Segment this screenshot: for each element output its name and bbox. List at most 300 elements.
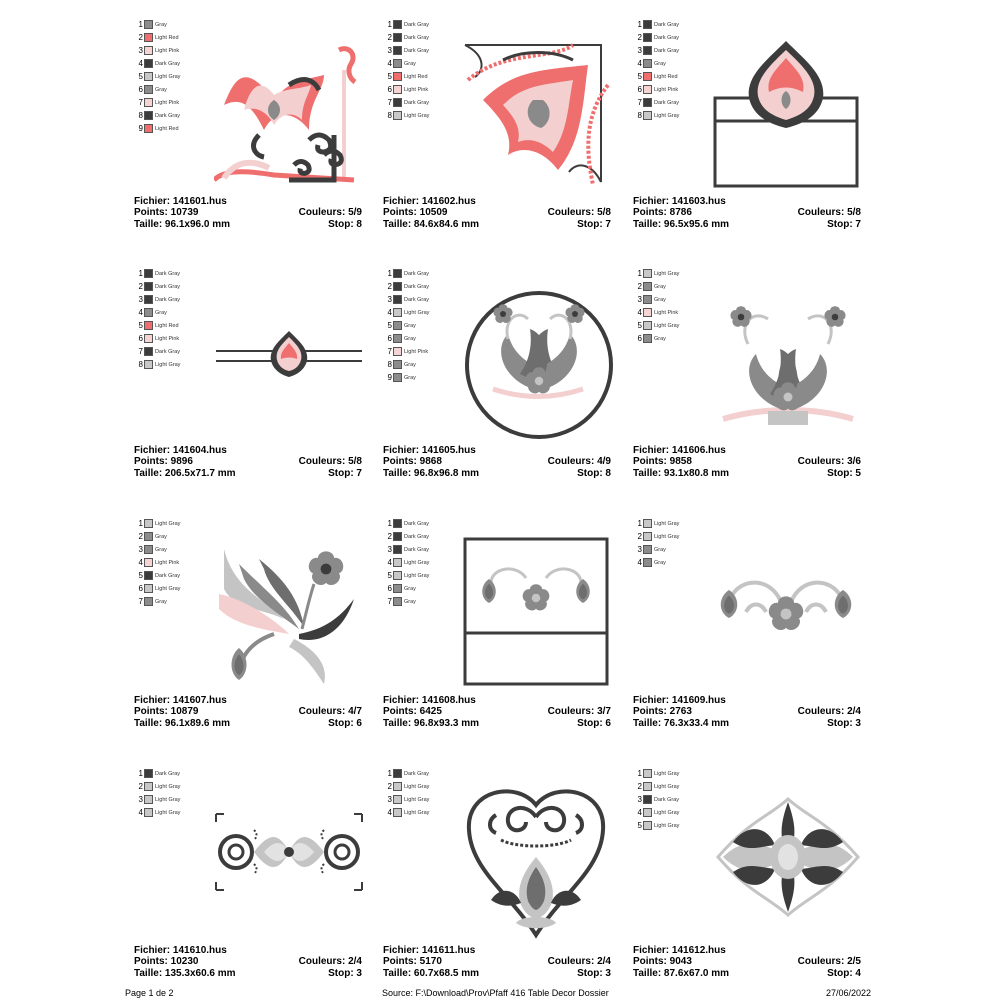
legend-row bbox=[134, 530, 214, 543]
color-number: 9 bbox=[138, 124, 143, 133]
color-legend bbox=[134, 267, 214, 371]
color-name: Light Gray bbox=[654, 770, 680, 777]
color-name: Light Gray bbox=[155, 809, 181, 816]
color-swatch bbox=[144, 46, 153, 55]
legend-row bbox=[383, 793, 463, 806]
color-legend bbox=[633, 267, 713, 345]
color-name: Light Gray bbox=[654, 822, 680, 829]
color-swatch bbox=[144, 519, 153, 528]
legend-row bbox=[383, 267, 463, 280]
legend-row bbox=[633, 319, 713, 332]
legend-row bbox=[633, 267, 713, 280]
file-name: Fichier: 141607.hus bbox=[134, 695, 227, 706]
points-count: Points: 8786 bbox=[633, 207, 692, 219]
color-number: 6 bbox=[387, 85, 392, 94]
color-number: 3 bbox=[138, 46, 143, 55]
design-card bbox=[633, 517, 863, 747]
design-card bbox=[383, 18, 613, 248]
color-name: Light Gray bbox=[654, 112, 680, 119]
color-name: Gray bbox=[654, 546, 666, 553]
design-size: Taille: 96.8x96.8 mm bbox=[383, 467, 479, 479]
color-name: Dark Gray bbox=[155, 296, 181, 303]
color-swatch bbox=[144, 584, 153, 593]
color-name: Light Gray bbox=[654, 520, 680, 527]
color-name: Light Gray bbox=[155, 796, 181, 803]
color-number: 7 bbox=[138, 98, 143, 107]
colors-count: Couleurs: 2/4 bbox=[547, 956, 611, 968]
design-size: Taille: 60.7x68.5 mm bbox=[383, 967, 479, 979]
design-info bbox=[134, 695, 362, 729]
legend-row bbox=[383, 595, 463, 608]
legend-row bbox=[383, 543, 463, 556]
colors-count: Couleurs: 2/4 bbox=[298, 956, 362, 968]
color-number: 1 bbox=[138, 20, 143, 29]
points-count: Points: 5170 bbox=[383, 956, 442, 968]
color-name: Light Gray bbox=[404, 112, 430, 119]
color-swatch bbox=[144, 782, 153, 791]
legend-row bbox=[134, 109, 214, 122]
file-name: Fichier: 141603.hus bbox=[633, 196, 726, 207]
color-number: 1 bbox=[637, 20, 642, 29]
legend-row bbox=[134, 582, 214, 595]
color-legend bbox=[383, 517, 463, 608]
color-name: Gray bbox=[155, 21, 167, 28]
legend-row bbox=[134, 319, 214, 332]
color-swatch bbox=[393, 545, 402, 554]
legend-row bbox=[383, 569, 463, 582]
color-number: 7 bbox=[387, 98, 392, 107]
color-number: 6 bbox=[387, 584, 392, 593]
color-swatch bbox=[144, 347, 153, 356]
points-count: Points: 9896 bbox=[134, 456, 193, 468]
color-number: 4 bbox=[637, 308, 642, 317]
file-name: Fichier: 141601.hus bbox=[134, 196, 227, 207]
legend-row bbox=[134, 517, 214, 530]
color-swatch bbox=[144, 33, 153, 42]
legend-row bbox=[134, 345, 214, 358]
color-swatch bbox=[393, 33, 402, 42]
colors-count: Couleurs: 5/8 bbox=[547, 207, 611, 219]
page-number: Page 1 de 2 bbox=[125, 988, 174, 998]
color-swatch bbox=[393, 334, 402, 343]
points-count: Points: 10879 bbox=[134, 706, 199, 718]
color-swatch bbox=[144, 334, 153, 343]
stop-count: Stop: 8 bbox=[328, 218, 362, 230]
color-number: 2 bbox=[138, 33, 143, 42]
colors-count: Couleurs: 4/7 bbox=[298, 706, 362, 718]
legend-row bbox=[633, 96, 713, 109]
color-number: 3 bbox=[387, 46, 392, 55]
color-name: Dark Gray bbox=[404, 21, 430, 28]
file-name: Fichier: 141605.hus bbox=[383, 445, 476, 456]
color-number: 7 bbox=[387, 347, 392, 356]
color-name: Light Gray bbox=[155, 520, 181, 527]
points-count: Points: 10230 bbox=[134, 956, 199, 968]
color-number: 8 bbox=[138, 111, 143, 120]
color-number: 5 bbox=[138, 571, 143, 580]
color-number: 8 bbox=[387, 360, 392, 369]
color-number: 4 bbox=[387, 558, 392, 567]
color-number: 6 bbox=[138, 85, 143, 94]
legend-row bbox=[134, 543, 214, 556]
legend-row bbox=[383, 345, 463, 358]
color-swatch bbox=[643, 769, 652, 778]
color-legend bbox=[134, 517, 214, 608]
color-swatch bbox=[393, 85, 402, 94]
design-card bbox=[134, 517, 364, 747]
color-number: 2 bbox=[637, 782, 642, 791]
embroidery-preview bbox=[461, 785, 611, 940]
color-legend bbox=[633, 18, 713, 122]
color-number: 1 bbox=[637, 269, 642, 278]
color-swatch bbox=[643, 269, 652, 278]
legend-row bbox=[633, 109, 713, 122]
design-size: Taille: 96.5x95.6 mm bbox=[633, 218, 729, 230]
color-name: Dark Gray bbox=[155, 60, 181, 67]
color-name: Dark Gray bbox=[654, 796, 680, 803]
color-swatch bbox=[393, 20, 402, 29]
legend-row bbox=[134, 18, 214, 31]
color-swatch bbox=[144, 558, 153, 567]
color-name: Light Pink bbox=[654, 309, 679, 316]
color-number: 8 bbox=[138, 360, 143, 369]
legend-row bbox=[134, 793, 214, 806]
source-path: Source: F:\Download\Prov\Pfaff 416 Table Decor Dossier bbox=[382, 988, 609, 998]
color-name: Gray bbox=[404, 322, 416, 329]
design-card bbox=[633, 767, 863, 997]
color-name: Gray bbox=[654, 335, 666, 342]
color-swatch bbox=[144, 282, 153, 291]
embroidery-preview bbox=[214, 812, 364, 892]
color-swatch bbox=[144, 545, 153, 554]
legend-row bbox=[134, 767, 214, 780]
color-swatch bbox=[393, 571, 402, 580]
color-name: Gray bbox=[654, 60, 666, 67]
stop-count: Stop: 6 bbox=[328, 717, 362, 729]
print-date: 27/06/2022 bbox=[826, 988, 872, 998]
color-name: Dark Gray bbox=[404, 34, 430, 41]
color-legend bbox=[633, 767, 713, 832]
color-name: Light Gray bbox=[404, 559, 430, 566]
color-name: Light Red bbox=[155, 322, 179, 329]
color-name: Light Gray bbox=[654, 533, 680, 540]
color-name: Dark Gray bbox=[654, 47, 680, 54]
legend-row bbox=[633, 332, 713, 345]
embroidery-preview bbox=[214, 40, 364, 190]
color-number: 1 bbox=[387, 20, 392, 29]
legend-row bbox=[383, 293, 463, 306]
legend-row bbox=[383, 530, 463, 543]
color-swatch bbox=[144, 269, 153, 278]
color-swatch bbox=[144, 59, 153, 68]
colors-count: Couleurs: 5/9 bbox=[298, 207, 362, 219]
color-name: Light Gray bbox=[654, 783, 680, 790]
legend-row bbox=[134, 280, 214, 293]
color-swatch bbox=[144, 532, 153, 541]
legend-row bbox=[134, 96, 214, 109]
color-number: 7 bbox=[637, 98, 642, 107]
color-swatch bbox=[144, 111, 153, 120]
color-number: 9 bbox=[387, 373, 392, 382]
color-swatch bbox=[144, 295, 153, 304]
colors-count: Couleurs: 3/6 bbox=[797, 456, 861, 468]
embroidery-preview bbox=[711, 572, 861, 642]
color-swatch bbox=[643, 72, 652, 81]
color-number: 3 bbox=[637, 295, 642, 304]
legend-row bbox=[383, 780, 463, 793]
color-name: Dark Gray bbox=[404, 770, 430, 777]
color-name: Light Red bbox=[654, 73, 678, 80]
file-name: Fichier: 141606.hus bbox=[633, 445, 726, 456]
color-number: 4 bbox=[387, 808, 392, 817]
color-swatch bbox=[643, 808, 652, 817]
color-number: 2 bbox=[138, 532, 143, 541]
legend-row bbox=[134, 31, 214, 44]
color-swatch bbox=[393, 111, 402, 120]
color-name: Light Pink bbox=[155, 559, 180, 566]
legend-row bbox=[383, 57, 463, 70]
color-swatch bbox=[643, 59, 652, 68]
color-name: Dark Gray bbox=[155, 770, 181, 777]
embroidery-preview bbox=[713, 289, 863, 439]
design-card bbox=[134, 18, 364, 248]
stop-count: Stop: 7 bbox=[827, 218, 861, 230]
legend-row bbox=[134, 57, 214, 70]
color-name: Gray bbox=[404, 335, 416, 342]
legend-row bbox=[134, 122, 214, 135]
legend-row bbox=[633, 530, 713, 543]
color-swatch bbox=[393, 308, 402, 317]
colors-count: Couleurs: 2/5 bbox=[797, 956, 861, 968]
design-size: Taille: 87.6x67.0 mm bbox=[633, 967, 729, 979]
points-count: Points: 2763 bbox=[633, 706, 692, 718]
color-name: Gray bbox=[404, 361, 416, 368]
colors-count: Couleurs: 2/4 bbox=[797, 706, 861, 718]
color-swatch bbox=[643, 334, 652, 343]
color-swatch bbox=[144, 308, 153, 317]
legend-row bbox=[134, 556, 214, 569]
color-name: Light Gray bbox=[155, 361, 181, 368]
color-name: Dark Gray bbox=[404, 99, 430, 106]
color-swatch bbox=[144, 98, 153, 107]
embroidery-preview bbox=[463, 40, 613, 190]
color-legend bbox=[633, 517, 713, 569]
color-number: 7 bbox=[387, 597, 392, 606]
color-number: 3 bbox=[138, 295, 143, 304]
design-info bbox=[383, 695, 611, 729]
design-info bbox=[383, 945, 611, 979]
file-name: Fichier: 141604.hus bbox=[134, 445, 227, 456]
color-number: 4 bbox=[138, 808, 143, 817]
legend-row bbox=[633, 517, 713, 530]
color-number: 4 bbox=[637, 808, 642, 817]
legend-row bbox=[633, 57, 713, 70]
color-swatch bbox=[393, 808, 402, 817]
color-name: Dark Gray bbox=[155, 283, 181, 290]
color-number: 4 bbox=[637, 59, 642, 68]
legend-row bbox=[383, 83, 463, 96]
color-swatch bbox=[393, 584, 402, 593]
points-count: Points: 10739 bbox=[134, 207, 199, 219]
color-name: Light Gray bbox=[155, 783, 181, 790]
embroidery-preview bbox=[713, 797, 863, 917]
color-number: 1 bbox=[387, 769, 392, 778]
color-name: Dark Gray bbox=[404, 47, 430, 54]
legend-row bbox=[134, 267, 214, 280]
color-number: 1 bbox=[637, 769, 642, 778]
points-count: Points: 9043 bbox=[633, 956, 692, 968]
color-number: 8 bbox=[637, 111, 642, 120]
design-info bbox=[134, 196, 362, 230]
color-name: Dark Gray bbox=[155, 112, 181, 119]
color-name: Light Gray bbox=[155, 73, 181, 80]
color-number: 3 bbox=[387, 545, 392, 554]
color-number: 5 bbox=[387, 72, 392, 81]
color-swatch bbox=[643, 782, 652, 791]
color-name: Gray bbox=[404, 585, 416, 592]
design-info bbox=[383, 445, 611, 479]
stop-count: Stop: 3 bbox=[827, 717, 861, 729]
embroidery-preview bbox=[463, 289, 613, 439]
points-count: Points: 10509 bbox=[383, 207, 448, 219]
legend-row bbox=[383, 96, 463, 109]
color-name: Gray bbox=[404, 374, 416, 381]
color-swatch bbox=[643, 295, 652, 304]
color-legend bbox=[134, 767, 214, 819]
color-swatch bbox=[144, 769, 153, 778]
legend-row bbox=[134, 293, 214, 306]
legend-row bbox=[383, 18, 463, 31]
color-name: Light Gray bbox=[404, 809, 430, 816]
color-name: Dark Gray bbox=[404, 283, 430, 290]
color-name: Dark Gray bbox=[654, 99, 680, 106]
color-swatch bbox=[643, 519, 652, 528]
file-name: Fichier: 141611.hus bbox=[383, 945, 476, 956]
color-name: Dark Gray bbox=[654, 21, 680, 28]
legend-row bbox=[383, 358, 463, 371]
color-number: 4 bbox=[387, 308, 392, 317]
color-name: Light Gray bbox=[404, 796, 430, 803]
color-legend bbox=[383, 267, 463, 384]
color-swatch bbox=[643, 85, 652, 94]
legend-row bbox=[633, 280, 713, 293]
design-info bbox=[134, 945, 362, 979]
color-name: Light Red bbox=[404, 73, 428, 80]
legend-row bbox=[134, 306, 214, 319]
color-number: 6 bbox=[387, 334, 392, 343]
color-swatch bbox=[393, 558, 402, 567]
color-number: 2 bbox=[637, 282, 642, 291]
color-swatch bbox=[144, 72, 153, 81]
color-swatch bbox=[643, 33, 652, 42]
color-name: Dark Gray bbox=[404, 533, 430, 540]
file-name: Fichier: 141608.hus bbox=[383, 695, 476, 706]
color-swatch bbox=[144, 808, 153, 817]
color-number: 5 bbox=[637, 72, 642, 81]
color-swatch bbox=[144, 597, 153, 606]
color-number: 6 bbox=[637, 85, 642, 94]
legend-row bbox=[134, 358, 214, 371]
design-card bbox=[134, 767, 364, 997]
file-name: Fichier: 141609.hus bbox=[633, 695, 726, 706]
color-legend bbox=[134, 18, 214, 135]
color-number: 2 bbox=[138, 282, 143, 291]
color-swatch bbox=[144, 571, 153, 580]
legend-row bbox=[383, 319, 463, 332]
legend-row bbox=[134, 83, 214, 96]
design-card bbox=[383, 267, 613, 497]
design-info bbox=[134, 445, 362, 479]
legend-row bbox=[134, 70, 214, 83]
color-name: Light Red bbox=[155, 34, 179, 41]
color-swatch bbox=[643, 111, 652, 120]
color-name: Gray bbox=[654, 559, 666, 566]
embroidery-preview bbox=[214, 327, 364, 387]
color-name: Light Pink bbox=[155, 99, 180, 106]
legend-row bbox=[383, 332, 463, 345]
legend-row bbox=[633, 70, 713, 83]
color-name: Gray bbox=[155, 598, 167, 605]
points-count: Points: 9858 bbox=[633, 456, 692, 468]
color-number: 6 bbox=[138, 334, 143, 343]
legend-row bbox=[134, 806, 214, 819]
design-info bbox=[633, 445, 861, 479]
color-number: 3 bbox=[387, 795, 392, 804]
color-number: 4 bbox=[138, 558, 143, 567]
embroidery-preview bbox=[461, 535, 611, 690]
color-swatch bbox=[393, 321, 402, 330]
color-number: 2 bbox=[138, 782, 143, 791]
design-size: Taille: 76.3x33.4 mm bbox=[633, 717, 729, 729]
legend-row bbox=[633, 819, 713, 832]
color-number: 5 bbox=[138, 321, 143, 330]
color-swatch bbox=[643, 532, 652, 541]
colors-count: Couleurs: 5/8 bbox=[298, 456, 362, 468]
colors-count: Couleurs: 5/8 bbox=[797, 207, 861, 219]
color-name: Dark Gray bbox=[404, 270, 430, 277]
color-name: Light Pink bbox=[404, 86, 429, 93]
color-number: 2 bbox=[387, 282, 392, 291]
color-number: 5 bbox=[387, 321, 392, 330]
legend-row bbox=[383, 582, 463, 595]
legend-row bbox=[383, 44, 463, 57]
design-info bbox=[383, 196, 611, 230]
design-info bbox=[633, 196, 861, 230]
color-name: Light Pink bbox=[404, 348, 429, 355]
color-name: Light Pink bbox=[155, 47, 180, 54]
file-name: Fichier: 141610.hus bbox=[134, 945, 227, 956]
color-name: Light Pink bbox=[654, 86, 679, 93]
color-number: 2 bbox=[637, 532, 642, 541]
color-number: 6 bbox=[138, 584, 143, 593]
design-size: Taille: 206.5x71.7 mm bbox=[134, 467, 236, 479]
legend-row bbox=[383, 70, 463, 83]
color-name: Dark Gray bbox=[155, 270, 181, 277]
color-number: 3 bbox=[387, 295, 392, 304]
legend-row bbox=[633, 806, 713, 819]
color-swatch bbox=[643, 46, 652, 55]
color-number: 3 bbox=[637, 46, 642, 55]
color-number: 7 bbox=[138, 347, 143, 356]
color-number: 4 bbox=[138, 59, 143, 68]
color-number: 1 bbox=[387, 519, 392, 528]
color-legend bbox=[383, 18, 463, 122]
stop-count: Stop: 7 bbox=[577, 218, 611, 230]
color-name: Light Red bbox=[155, 125, 179, 132]
color-swatch bbox=[144, 124, 153, 133]
color-swatch bbox=[643, 821, 652, 830]
color-swatch bbox=[144, 321, 153, 330]
